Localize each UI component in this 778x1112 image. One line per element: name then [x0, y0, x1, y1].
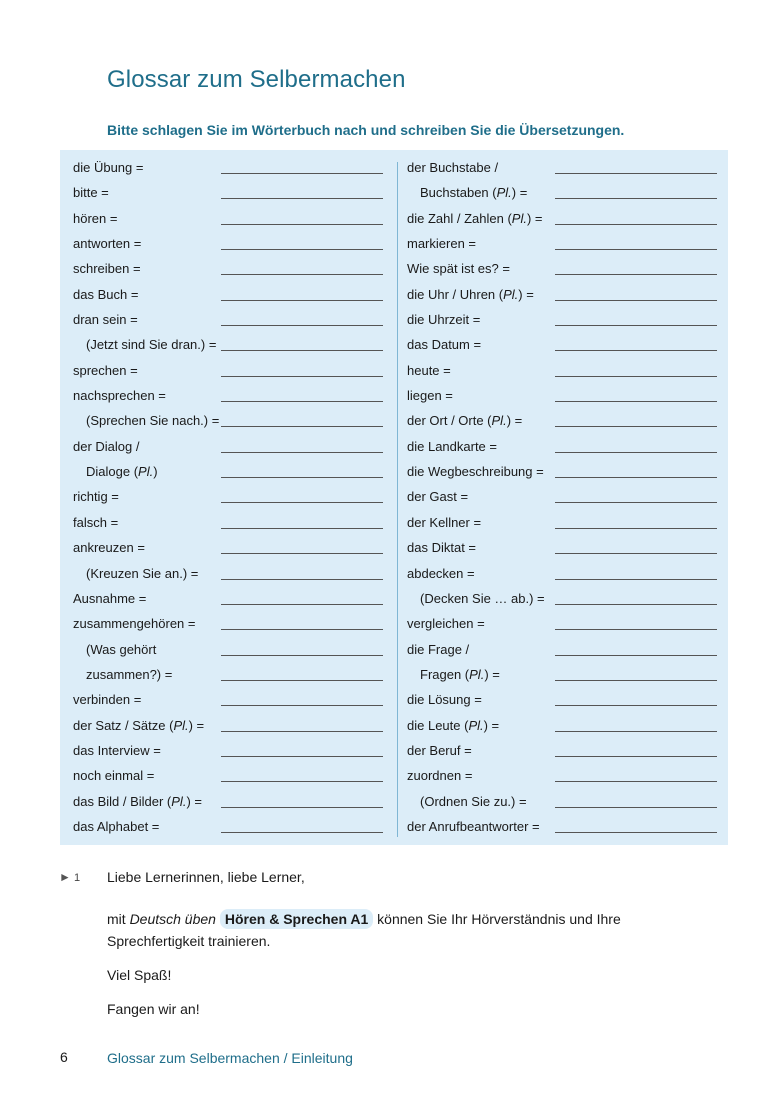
glossary-row [407, 789, 719, 814]
track-number: 1 [73, 872, 81, 884]
glossary-term: das Alphabet = [73, 818, 160, 834]
glossary-term: die Zahl / Zahlen (Pl.) = [407, 210, 543, 226]
glossary-term: zusammengehören = [73, 616, 196, 632]
glossary-term: der Gast = [407, 489, 469, 505]
glossary-row [73, 789, 385, 814]
glossary-row [407, 206, 719, 231]
glossary-row [73, 713, 385, 738]
glossary-row [73, 814, 385, 839]
answer-line[interactable] [555, 249, 717, 250]
glossary-row [73, 561, 385, 586]
glossary-term: bitte = [73, 185, 109, 201]
answer-line[interactable] [221, 781, 383, 782]
glossary-term: Dialoge (Pl.) [86, 464, 158, 480]
glossary-term: der Dialog / [73, 438, 140, 454]
answer-line[interactable] [221, 249, 383, 250]
glossary-row [73, 256, 385, 281]
instruction-text: Bitte schlagen Sie im Wörterbuch nach und schreiben Sie die Übersetzungen. [107, 122, 625, 138]
glossary-term: zuordnen = [407, 768, 473, 784]
answer-line[interactable] [221, 579, 383, 580]
answer-line[interactable] [555, 528, 717, 529]
greeting: Liebe Lernerinnen, liebe Lerner, [107, 869, 305, 885]
answer-line[interactable] [555, 173, 717, 174]
glossary-row [407, 231, 719, 256]
glossary-term: vergleichen = [407, 616, 485, 632]
glossary-row [407, 738, 719, 763]
answer-line[interactable] [555, 477, 717, 478]
glossary-term: (Decken Sie … ab.) = [420, 590, 545, 606]
glossary-row [73, 738, 385, 763]
glossary-term: heute = [407, 362, 451, 378]
answer-line[interactable] [555, 705, 717, 706]
answer-line[interactable] [221, 300, 383, 301]
glossary-term: die Frage / [407, 641, 470, 657]
answer-line[interactable] [221, 680, 383, 681]
answer-line[interactable] [555, 452, 717, 453]
glossary-row [73, 180, 385, 205]
page-title: Glossar zum Selbermachen [107, 66, 406, 93]
glossary-row [407, 662, 719, 687]
answer-line[interactable] [555, 629, 717, 630]
answer-line[interactable] [555, 224, 717, 225]
glossary-row [73, 510, 385, 535]
glossary-row [73, 484, 385, 509]
glossary-row [73, 332, 385, 357]
glossary-row [73, 662, 385, 687]
glossary-term: der Ort / Orte (Pl.) = [407, 413, 523, 429]
glossary-term: (Ordnen Sie zu.) = [420, 793, 527, 809]
glossary-term: falsch = [73, 514, 119, 530]
answer-line[interactable] [221, 224, 383, 225]
glossary-term: noch einmal = [73, 768, 155, 784]
glossary-term: hören = [73, 210, 118, 226]
glossary-term: die Leute (Pl.) = [407, 717, 500, 733]
answer-line[interactable] [555, 807, 717, 808]
glossary-term: das Interview = [73, 742, 161, 758]
book-title: Deutsch üben [129, 911, 216, 927]
audio-track-marker [59, 870, 80, 884]
glossary-term: (Kreuzen Sie an.) = [86, 565, 199, 581]
glossary-row [407, 256, 719, 281]
intro-mit: mit [107, 911, 126, 927]
answer-line[interactable] [555, 376, 717, 377]
glossary-term: verbinden = [73, 692, 142, 708]
glossary-row [73, 687, 385, 712]
glossary-row [73, 282, 385, 307]
answer-line[interactable] [221, 401, 383, 402]
answer-line[interactable] [221, 198, 383, 199]
answer-line[interactable] [555, 604, 717, 605]
glossary-row [73, 586, 385, 611]
glossary-row [407, 180, 719, 205]
glossary-term: das Datum = [407, 337, 482, 353]
glossary-row [73, 637, 385, 662]
glossary-row [407, 282, 719, 307]
glossary-term: liegen = [407, 388, 453, 404]
glossary-row [73, 535, 385, 560]
intro-paragraph [107, 908, 707, 952]
answer-line[interactable] [555, 300, 717, 301]
glossary-row [407, 434, 719, 459]
glossary-term: die Lösung = [407, 692, 482, 708]
glossary-term: Buchstaben (Pl.) = [420, 185, 528, 201]
glossary-term: das Diktat = [407, 540, 477, 556]
answer-line[interactable] [555, 756, 717, 757]
glossary-row [407, 586, 719, 611]
answer-line[interactable] [555, 350, 717, 351]
answer-line[interactable] [555, 198, 717, 199]
book-badge: Hören & Sprechen A1 [220, 909, 373, 929]
glossary-row [407, 332, 719, 357]
fun-text: Viel Spaß! [107, 967, 172, 983]
answer-line[interactable] [221, 325, 383, 326]
answer-line[interactable] [555, 781, 717, 782]
answer-line[interactable] [555, 579, 717, 580]
glossary-term: ankreuzen = [73, 540, 145, 556]
glossary-right-column [407, 155, 719, 839]
answer-line[interactable] [221, 756, 383, 757]
answer-line[interactable] [555, 274, 717, 275]
glossary-row [407, 535, 719, 560]
glossary-row [407, 484, 719, 509]
answer-line[interactable] [221, 376, 383, 377]
answer-line[interactable] [555, 401, 717, 402]
introduction [107, 866, 707, 1032]
glossary-term: richtig = [73, 489, 119, 505]
glossary-term: die Uhr / Uhren (Pl.) = [407, 286, 534, 302]
glossary-row [407, 459, 719, 484]
glossary-row [407, 763, 719, 788]
glossary-term: zusammen?) = [86, 666, 173, 682]
glossary-term: markieren = [407, 236, 476, 252]
glossary-term: die Landkarte = [407, 438, 497, 454]
answer-line[interactable] [221, 477, 383, 478]
answer-line[interactable] [555, 731, 717, 732]
glossary-row [407, 687, 719, 712]
glossary-row [73, 155, 385, 180]
glossary-term: (Jetzt sind Sie dran.) = [86, 337, 217, 353]
answer-line[interactable] [221, 173, 383, 174]
glossary-term: der Anrufbeantworter = [407, 818, 540, 834]
answer-line[interactable] [221, 426, 383, 427]
glossary-row [407, 713, 719, 738]
column-divider [397, 162, 398, 837]
glossary-term: der Satz / Sätze (Pl.) = [73, 717, 205, 733]
glossary-row [407, 611, 719, 636]
glossary-row [407, 383, 719, 408]
glossary-row [73, 763, 385, 788]
glossary-row [73, 383, 385, 408]
glossary-term: Ausnahme = [73, 590, 147, 606]
glossary-row [73, 408, 385, 433]
glossary-box [60, 150, 728, 845]
answer-line[interactable] [555, 502, 717, 503]
answer-line[interactable] [221, 274, 383, 275]
answer-line[interactable] [221, 832, 383, 833]
glossary-term: (Was gehört [86, 641, 157, 657]
answer-line[interactable] [221, 604, 383, 605]
answer-line[interactable] [221, 655, 383, 656]
glossary-row [73, 231, 385, 256]
glossary-term: nachsprechen = [73, 388, 166, 404]
glossary-term: der Beruf = [407, 742, 472, 758]
answer-line[interactable] [221, 731, 383, 732]
glossary-term: Fragen (Pl.) = [420, 666, 500, 682]
glossary-row [407, 307, 719, 332]
glossary-term: das Bild / Bilder (Pl.) = [73, 793, 202, 809]
glossary-term: sprechen = [73, 362, 138, 378]
glossary-row [407, 561, 719, 586]
answer-line[interactable] [221, 452, 383, 453]
glossary-term: Wie spät ist es? = [407, 261, 510, 277]
answer-line[interactable] [221, 528, 383, 529]
glossary-row [73, 206, 385, 231]
glossary-term: das Buch = [73, 286, 139, 302]
glossary-row [407, 155, 719, 180]
glossary-row [73, 434, 385, 459]
answer-line[interactable] [555, 426, 717, 427]
glossary-term: der Kellner = [407, 514, 482, 530]
start-text: Fangen wir an! [107, 1001, 200, 1017]
intro-rest: können Sie Ihr Hörverständnis und Ihre Sprechfertigkeit trainieren. [107, 911, 621, 949]
glossary-term: die Übung = [73, 160, 144, 175]
answer-line[interactable] [555, 655, 717, 656]
glossary-row [73, 611, 385, 636]
glossary-row [73, 459, 385, 484]
glossary-row [407, 510, 719, 535]
page-number: 6 [60, 1049, 68, 1065]
footer-section: Glossar zum Selbermachen / Einleitung [107, 1050, 353, 1066]
glossary-row [407, 358, 719, 383]
glossary-term: der Buchstabe / [407, 160, 499, 175]
glossary-left-column [73, 155, 385, 839]
glossary-row [73, 358, 385, 383]
answer-line[interactable] [221, 705, 383, 706]
glossary-row [407, 408, 719, 433]
glossary-term: abdecken = [407, 565, 475, 581]
glossary-row [73, 307, 385, 332]
answer-line[interactable] [555, 325, 717, 326]
glossary-row [407, 814, 719, 839]
answer-line[interactable] [221, 553, 383, 554]
answer-line[interactable] [555, 553, 717, 554]
glossary-term: schreiben = [73, 261, 141, 277]
glossary-term: die Uhrzeit = [407, 312, 481, 328]
answer-line[interactable] [221, 502, 383, 503]
answer-line[interactable] [555, 680, 717, 681]
answer-line[interactable] [221, 350, 383, 351]
play-triangle-icon: ► [59, 870, 71, 884]
answer-line[interactable] [221, 807, 383, 808]
answer-line[interactable] [221, 629, 383, 630]
glossary-term: die Wegbeschreibung = [407, 464, 544, 480]
glossary-row [407, 637, 719, 662]
glossary-term: (Sprechen Sie nach.) = [86, 413, 220, 429]
answer-line[interactable] [555, 832, 717, 833]
glossary-term: antworten = [73, 236, 142, 252]
glossary-term: dran sein = [73, 312, 138, 328]
